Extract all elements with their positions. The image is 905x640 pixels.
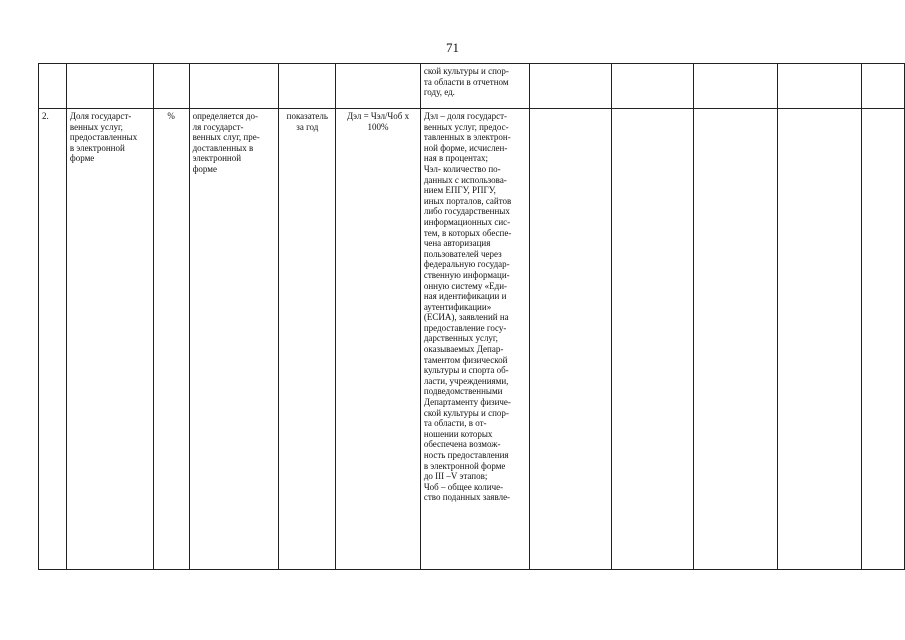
cell-empty (694, 64, 777, 109)
cell-description: ской культуры и спор- та области в отчетном году, ед. (420, 64, 529, 109)
cell-unit: % (153, 109, 189, 570)
table-row-continued (39, 64, 905, 109)
cell-num: 2. (39, 109, 67, 570)
cell-periodicity: показатель за год (279, 109, 336, 570)
cell-formula (336, 64, 421, 109)
page-number: 71 (446, 40, 459, 55)
cell-definition (189, 64, 279, 109)
cell-empty (612, 64, 694, 109)
cell-empty (862, 109, 905, 570)
cell-definition: определяется до- ля государст- венных слуг, пре- доставленных в электронной форме (189, 109, 279, 570)
cell-name: Доля государст- венных услуг, предоставленных в электронной форме (66, 109, 153, 570)
cell-description: Дэл – доля государст- венных услуг, предос- тавленных в электрон- ной форме, исчислен- ная в процентах; Чэл- количество по- данных с использова- нием ЕПГУ, РПГУ, иных порталов, сайтов либо государственных информационных сис- тем, в которых обеспе- чена авторизация пользователей через федеральную государ- ственную информаци- онную систему «Еди- ная идентификации и аутентификации» (ЕСИА), заявлений на предоставление госу- дарственных услуг, оказываемых Депар- таментом физической культуры и спорта об- ласти, учреждениями, подведомственными Департаменту физиче- ской культуры и спор- та области, в от- ношении которых обеспечена возмож- ность предоставления в электронной форме до III –V этапов; Чоб – общее количе- ство поданных заявле- (420, 109, 529, 570)
cell-empty (529, 109, 611, 570)
cell-formula: Дэл = Чэл/Чоб x 100% (336, 109, 421, 570)
cell-periodicity (279, 64, 336, 109)
cell-empty (612, 109, 694, 570)
cell-empty (529, 64, 611, 109)
cell-empty (862, 64, 905, 109)
cell-empty (777, 109, 861, 570)
cell-empty (777, 64, 861, 109)
cell-num (39, 64, 67, 109)
cell-name (66, 64, 153, 109)
cell-unit (153, 64, 189, 109)
cell-empty (694, 109, 777, 570)
table-row-indicator (39, 109, 905, 570)
indicator-table (38, 63, 905, 570)
